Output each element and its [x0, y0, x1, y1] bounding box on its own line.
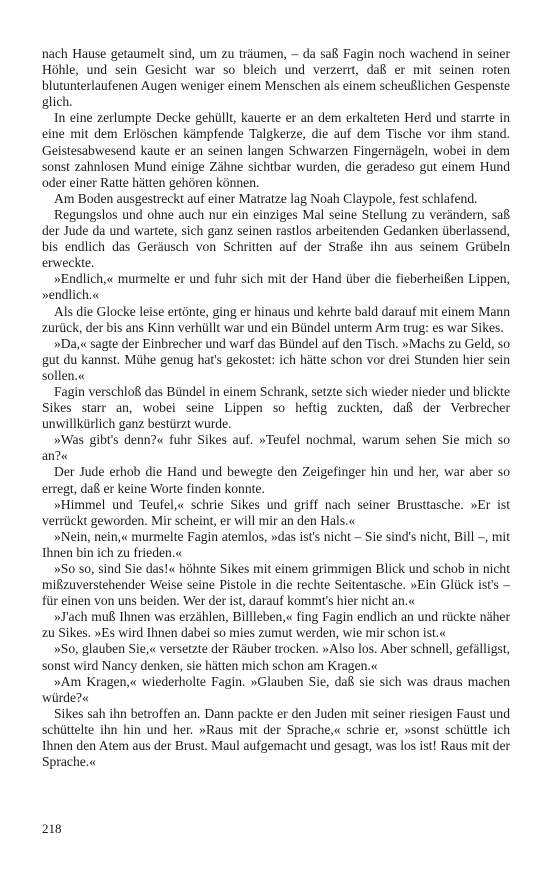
paragraph: »J'ach muß Ihnen was erzählen, Billleben,« fing Fagin endlich an und rückte näher zu Sikes. »Es wird Ihnen dabei so mies zumut werden, wie mir schon ist.« [42, 609, 510, 641]
paragraph: »Himmel und Teufel,« schrie Sikes und griff nach seiner Brusttasche. »Er ist verrückt geworden. Mir scheint, er will mir an den Hals.« [42, 496, 510, 528]
book-page-text [42, 46, 510, 770]
paragraph: Sikes sah ihn betroffen an. Dann packte er den Juden mit seiner riesigen Faust und schüttelte ihn hin und her. »Raus mit der Sprache,« schrie er, »sonst schüttle ich Ihnen den Atem aus der Brust. Maul aufgemacht und gesagt, was los ist! Raus mit der Sprache.« [42, 705, 510, 770]
page-number: 218 [42, 821, 62, 836]
paragraph: »Da,« sagte der Einbrecher und warf das Bündel auf den Tisch. »Machs zu Geld, so gut du kannst. Mühe genug hat's gekostet: ich hätte schon vor drei Stunden hier sein sollen.« [42, 335, 510, 383]
paragraph: »So, glauben Sie,« versetzte der Räuber trocken. »Also los. Aber schnell, gefälligst, sonst wird Nancy denken, sie hätten mich schon am Kragen.« [42, 641, 510, 673]
paragraph: »So so, sind Sie das!« höhnte Sikes mit einem grimmigen Blick und schob in nicht mißzuverstehender Weise seine Pistole in die rechte Seitentasche. »Ein Glück ist's – für einen von uns beiden. Wer der ist, darauf kommt's hier nicht an.« [42, 561, 510, 609]
paragraph: Am Boden ausgestreckt auf einer Matratze lag Noah Claypole, fest schlafend. [54, 190, 478, 206]
paragraph: Regungslos und ohne auch nur ein einziges Mal seine Stellung zu verändern, saß der Jude da und wartete, sich ganz seinen rastlos arbeitenden Gedanken überlassend, bis endlich das Geräusch von Schritten auf der Straße ihn aus seinem Grübeln erweckte. [42, 206, 510, 271]
paragraph: In eine zerlumpte Decke gehüllt, kauerte er an dem erkalteten Herd und starrte in eine mit dem Erlöschen kämpfende Talgkerze, die auf dem Tische vor ihm stand. Geistesabwesend kaute er an seinen langen Schwarzen Fingernägeln, wobei in dem sonst zahnlosen Mund einige Zähne sichtbar wurden, die geradeso gut einem Hund oder einer Ratte hätten gehören können. [42, 110, 510, 190]
paragraph: Als die Glocke leise ertönte, ging er hinaus und kehrte bald darauf mit einem Mann zurück, der bis ans Kinn verhüllt war und ein Bündel unterm Arm trug: es war Sikes. [42, 303, 510, 335]
paragraph: Der Jude erhob die Hand und bewegte den Zeigefinger hin und her, war aber so erregt, daß er keine Worte finden konnte. [42, 464, 510, 496]
paragraph: »Am Kragen,« wiederholte Fagin. »Glauben Sie, daß sie sich was draus machen würde?« [42, 673, 510, 705]
paragraph: »Was gibt's denn?« fuhr Sikes auf. »Teufel nochmal, warum sehen Sie mich so an?« [42, 432, 510, 464]
paragraph: »Nein, nein,« murmelte Fagin atemlos, »das ist's nicht – Sie sind's nicht, Bill –, mit Ihnen bin ich zu frieden.« [42, 528, 510, 560]
paragraph: »Endlich,« murmelte er und fuhr sich mit der Hand über die fieberheißen Lippen, »endlich.« [42, 271, 510, 303]
paragraph-continuation: nach Hause getaumelt sind, um zu träumen, – da saß Fagin noch wachend in seiner Höhle, und sein Gesicht war so bleich und verzerrt, daß er mit seinen roten blutunterlaufenen Augen weniger einem Menschen als einem scheußlichen Gespenste glich. [42, 46, 510, 110]
paragraph: Fagin verschloß das Bündel in einem Schrank, setzte sich wieder nieder und blickte Sikes starr an, wobei seine Lippen so heftig zuckten, daß der Verbrecher unwillkürlich ganz bestürzt wurde. [42, 383, 510, 432]
